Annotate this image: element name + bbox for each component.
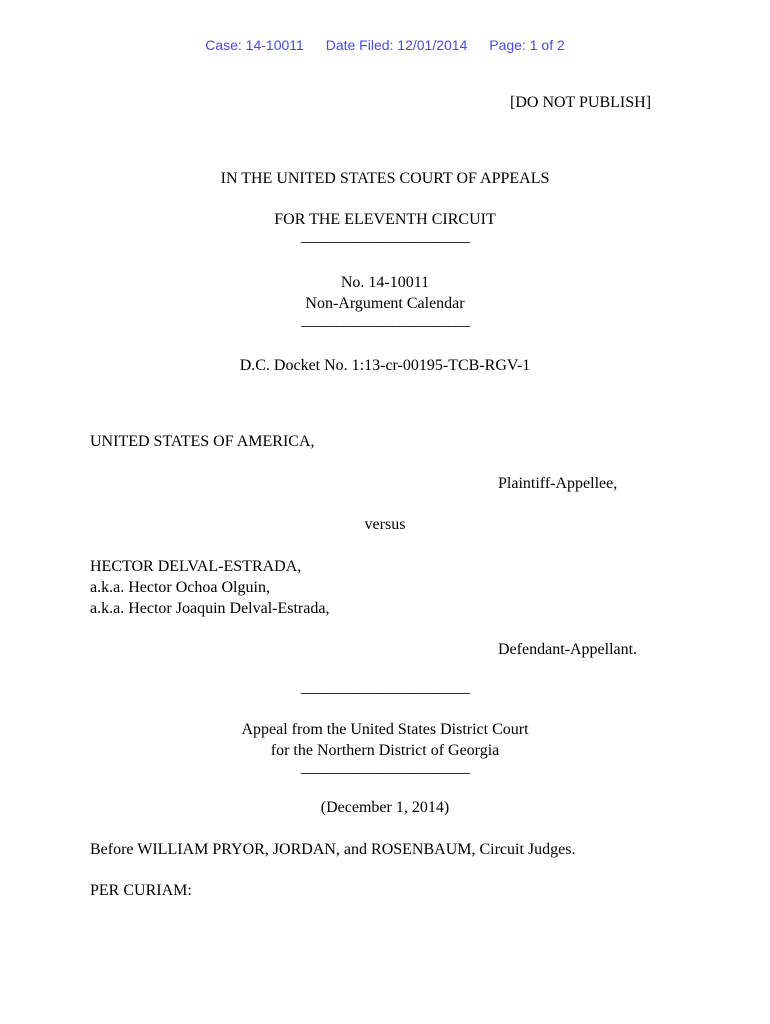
filing-header	[0, 37, 770, 53]
calendar-type: Non-Argument Calendar	[305, 295, 465, 312]
separator-line: ________________________	[301, 312, 469, 329]
case-number-label: Case: 14-10011	[205, 37, 304, 53]
per-curiam-label: PER CURIAM:	[90, 882, 192, 899]
separator-line: ________________________	[301, 679, 469, 696]
defendant-role: Defendant-Appellant.	[498, 641, 638, 658]
date-filed-label: Date Filed: 12/01/2014	[325, 37, 468, 53]
defendant-alias-1: a.k.a. Hector Ochoa Olguin,	[90, 579, 270, 596]
versus-label: versus	[364, 516, 406, 533]
case-number: No. 14-10011	[340, 274, 430, 291]
appeal-source-line1: Appeal from the United States District Court	[241, 721, 529, 738]
panel-judges: Before WILLIAM PRYOR, JORDAN, and ROSENBAUM, Circuit Judges.	[90, 841, 576, 858]
publish-note: [DO NOT PUBLISH]	[510, 94, 652, 111]
defendant-name: HECTOR DELVAL-ESTRADA,	[90, 558, 302, 575]
defendant-alias-2: a.k.a. Hector Joaquin Delval-Estrada,	[90, 600, 330, 617]
circuit-name: FOR THE ELEVENTH CIRCUIT	[274, 211, 496, 228]
appeal-source-line2: for the Northern District of Georgia	[270, 742, 500, 759]
page-number-label: Page: 1 of 2	[489, 37, 565, 53]
court-name: IN THE UNITED STATES COURT OF APPEALS	[220, 170, 550, 187]
plaintiff-name: UNITED STATES OF AMERICA,	[90, 433, 315, 450]
docket-number: D.C. Docket No. 1:13-cr-00195-TCB-RGV-1	[239, 357, 531, 374]
plaintiff-role: Plaintiff-Appellee,	[498, 475, 618, 492]
separator-line: ________________________	[301, 228, 469, 245]
decision-date: (December 1, 2014)	[320, 799, 450, 816]
separator-line: ________________________	[301, 759, 469, 776]
